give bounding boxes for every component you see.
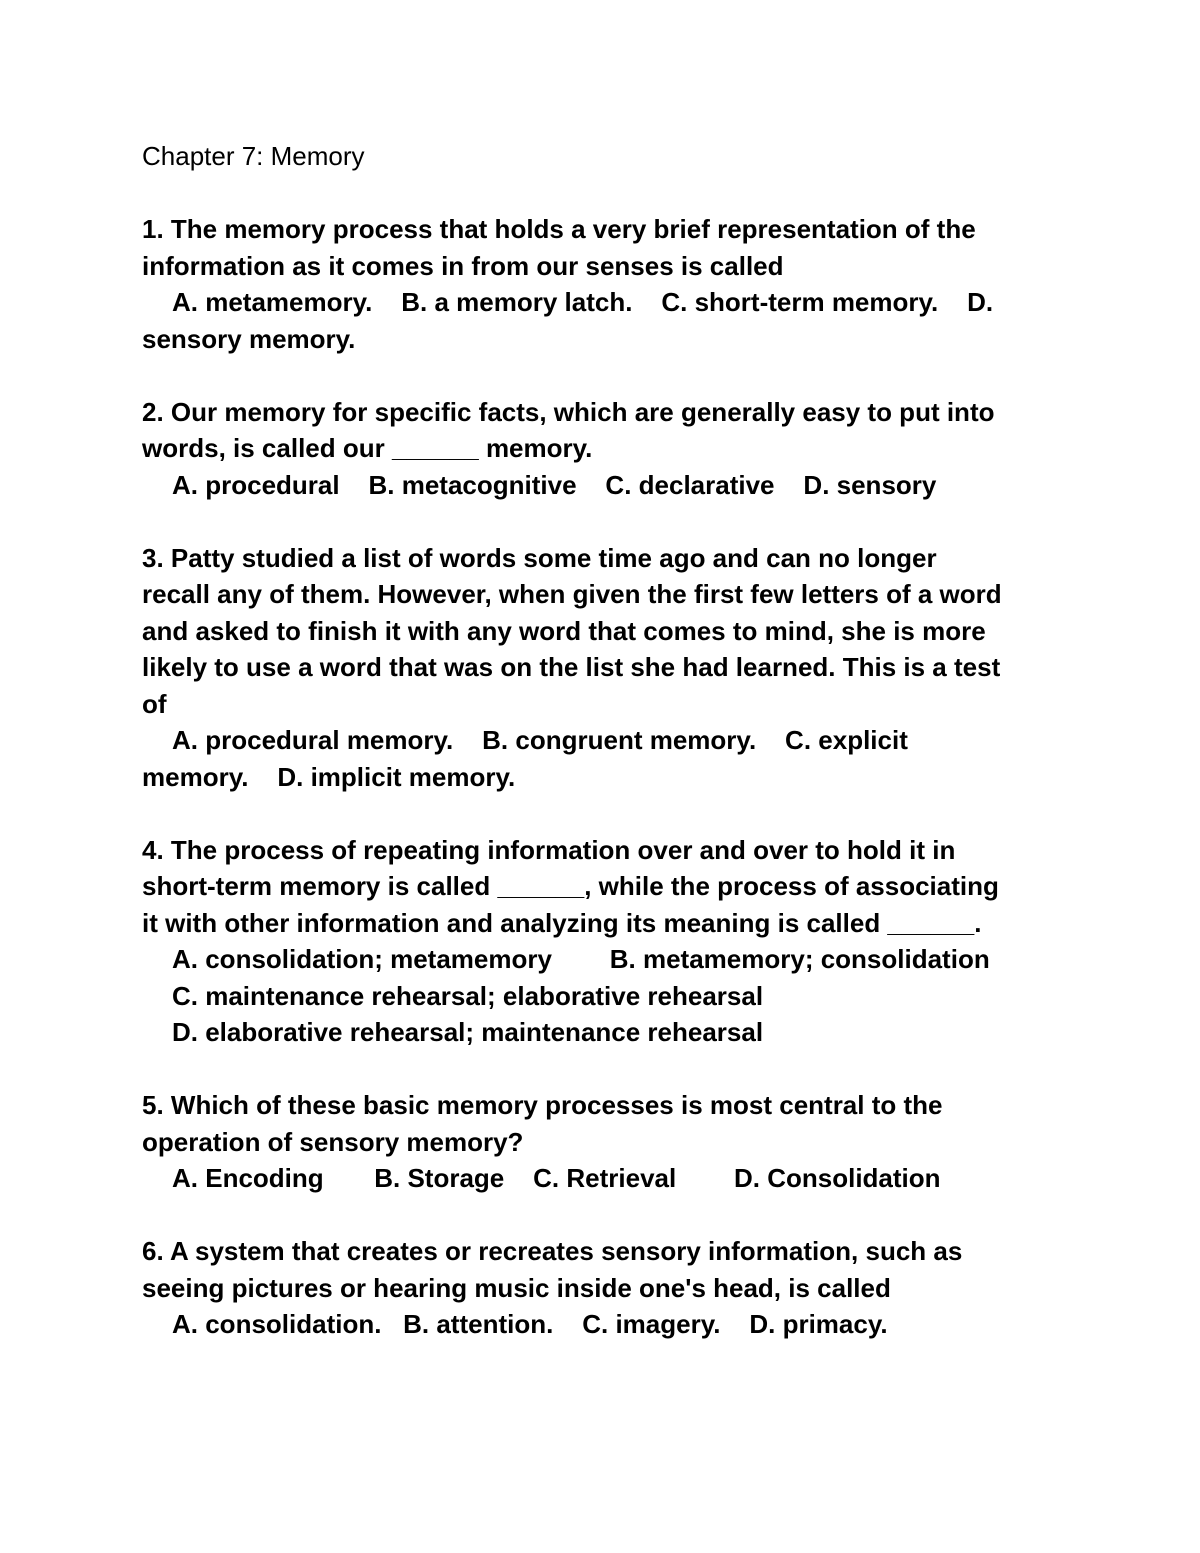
answer-options-line: A. consolidation; metamemory B. metamemory; consolidation xyxy=(172,944,990,974)
document-page xyxy=(142,138,1062,1343)
spacer xyxy=(142,1051,1062,1088)
answer-options-continuation: memory. D. implicit memory. xyxy=(142,761,516,792)
question-text-line: short-term memory is called ______, while the process of associating xyxy=(142,871,999,901)
spacer xyxy=(142,175,1062,212)
question-text-line: seeing pictures or hearing music inside one's head, is called xyxy=(142,1272,891,1303)
question-text-line: 1. The memory process that holds a very brief representation of the xyxy=(142,214,976,244)
question-2 xyxy=(142,394,1062,504)
question-text-line: likely to use a word that was on the list she had learned. This is a test xyxy=(142,652,1001,682)
question-text-line: of xyxy=(142,688,167,719)
question-text-line: and asked to finish it with any word that comes to mind, she is more xyxy=(142,615,986,646)
question-text-line: words, is called our ______ memory. xyxy=(142,433,593,463)
answer-options-continuation: sensory memory. xyxy=(142,323,356,354)
spacer xyxy=(142,795,1062,832)
question-text-line: it with other information and analyzing its meaning is called ______. xyxy=(142,907,982,938)
question-text-line: 4. The process of repeating information over and over to hold it in xyxy=(142,834,956,865)
answer-options-line: C. maintenance rehearsal; elaborative rehearsal xyxy=(172,980,764,1011)
question-text-line: operation of sensory memory? xyxy=(142,1126,524,1157)
question-5 xyxy=(142,1087,1062,1197)
spacer xyxy=(142,503,1062,540)
spacer xyxy=(142,357,1062,394)
question-text-line: 3. Patty studied a list of words some time ago and can no longer xyxy=(142,542,937,573)
answer-options-line: A. procedural B. metacognitive C. declarative D. sensory xyxy=(172,469,937,500)
answer-options-line: A. metamemory. B. a memory latch. C. short-term memory. D. xyxy=(172,287,994,317)
spacer xyxy=(142,1197,1062,1234)
question-6 xyxy=(142,1233,1062,1343)
question-text-line: 2. Our memory for specific facts, which are generally easy to put into xyxy=(142,396,995,427)
question-list xyxy=(142,211,1062,1343)
question-text-line: 6. A system that creates or recreates sensory information, such as xyxy=(142,1236,963,1266)
question-text-line: recall any of them. However, when given the first few letters of a word xyxy=(142,579,1002,609)
chapter-title: Chapter 7: Memory xyxy=(142,141,365,171)
question-1 xyxy=(142,211,1062,357)
question-text-line: information as it comes in from our senses is called xyxy=(142,250,784,281)
question-3 xyxy=(142,540,1062,796)
question-text-line: 5. Which of these basic memory processes is most central to the xyxy=(142,1090,943,1120)
question-4 xyxy=(142,832,1062,1051)
answer-options-line: A. consolidation. B. attention. C. imagery. D. primacy. xyxy=(172,1309,888,1339)
answer-options-line: D. elaborative rehearsal; maintenance rehearsal xyxy=(172,1017,764,1047)
answer-options-line: A. Encoding B. Storage C. Retrieval D. Consolidation xyxy=(172,1163,941,1193)
answer-options-line: A. procedural memory. B. congruent memory. C. explicit xyxy=(172,725,908,755)
